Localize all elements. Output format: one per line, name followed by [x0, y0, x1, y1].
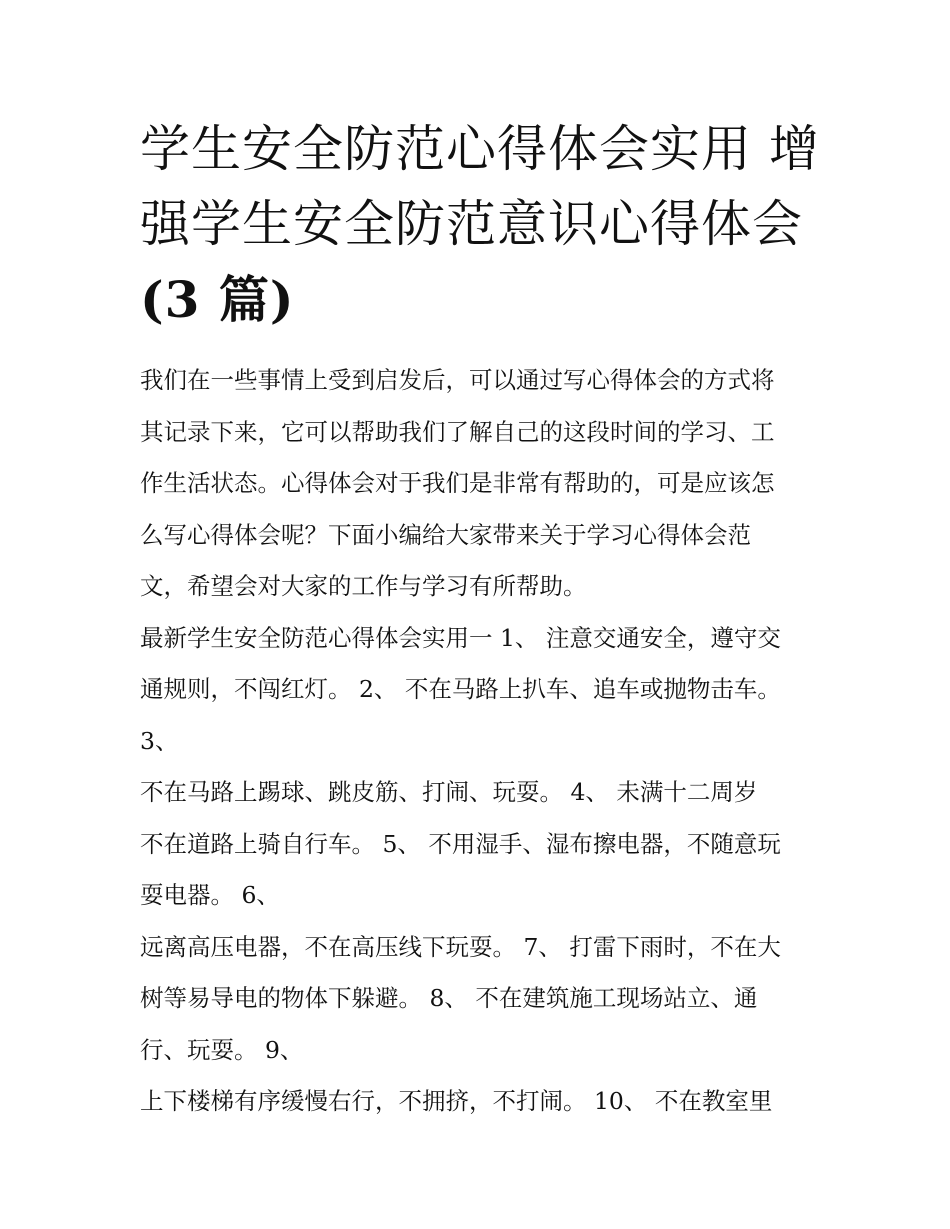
body-paragraph: [140, 922, 820, 1077]
text-line: 远离高压电器，不在高压线下玩耍。 7、 打雷下雨时，不在大: [140, 932, 781, 961]
text-line: 耍电器。 6、: [140, 881, 280, 909]
text-line: 上下楼梯有序缓慢右行，不拥挤，不打闹。 10、 不在教室里: [140, 1087, 773, 1115]
intro-paragraph: [140, 355, 820, 613]
title-line: (3 篇): [140, 270, 295, 329]
text-line: 我们在一些事情上受到启发后，可以通过写心得体会的方式将: [140, 366, 775, 394]
body-paragraph: [140, 1076, 820, 1128]
text-line: 通规则，不闯红灯。 2、 不在马路上扒车、追车或抛物击车。: [140, 675, 781, 703]
text-line: 其记录下来，它可以帮助我们了解自己的这段时间的学习、工: [140, 417, 775, 446]
title-line: 强学生安全防范意识心得体会: [140, 195, 803, 253]
text-line: 作生活状态。心得体会对于我们是非常有帮助的，可是应该怎: [140, 469, 775, 497]
text-line: 行、玩耍。 9、: [140, 1035, 304, 1064]
title-line: 学生安全防范心得体会实用 增: [140, 120, 820, 178]
text-line: 文，希望会对大家的工作与学习有所帮助。: [140, 572, 587, 600]
text-line: 3、: [140, 726, 179, 755]
text-line: 不在道路上骑自行车。 5、 不用湿手、湿布擦电器，不随意玩: [140, 829, 781, 858]
text-line: 不在马路上踢球、跳皮筋、打闹、玩耍。 4、 未满十二周岁: [140, 778, 758, 806]
text-line: 么写心得体会呢？下面小编给大家带来关于学习心得体会范: [140, 520, 751, 549]
body-paragraph: [140, 613, 820, 768]
body-paragraph: [140, 767, 820, 922]
document-title: [140, 112, 820, 337]
document-body: [140, 355, 820, 1128]
text-line: 树等易导电的物体下躲避。 8、 不在建筑施工现场站立、通: [140, 984, 758, 1012]
text-line: 最新学生安全防范心得体会实用一 1、 注意交通安全，遵守交: [140, 623, 781, 652]
